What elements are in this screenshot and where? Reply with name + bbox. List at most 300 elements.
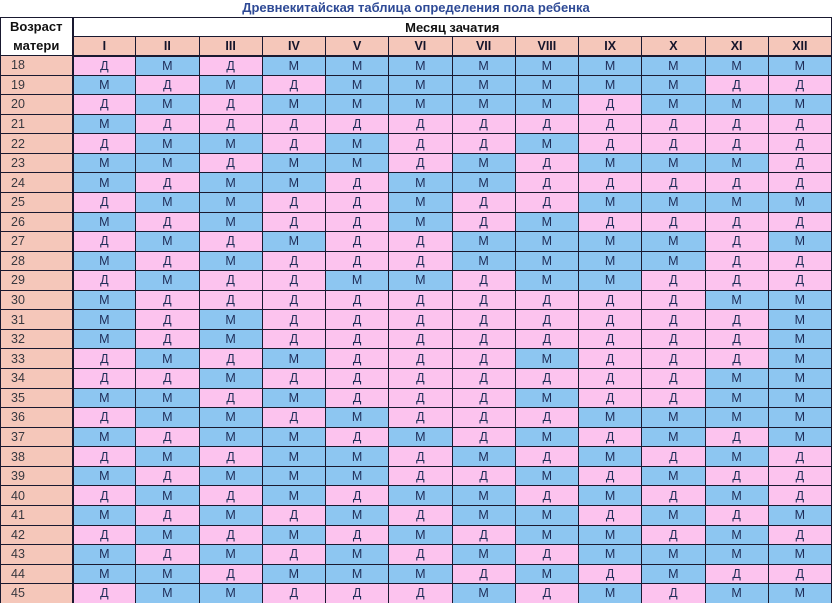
gender-cell-girl: Д — [389, 369, 452, 389]
age-cell: 27 — [1, 232, 73, 252]
gender-cell-boy: М — [768, 505, 831, 525]
gender-cell-boy: М — [768, 192, 831, 212]
gender-cell-girl: Д — [262, 192, 325, 212]
gender-cell-girl: Д — [515, 545, 578, 565]
gender-cell-boy: М — [389, 486, 452, 506]
gender-cell-boy: М — [199, 251, 262, 271]
gender-cell-girl: Д — [262, 290, 325, 310]
gender-cell-boy: М — [73, 329, 136, 349]
gender-cell-boy: М — [452, 584, 515, 603]
table-body — [1, 56, 832, 603]
gender-cell-girl: Д — [73, 56, 136, 76]
gender-cell-girl: Д — [705, 271, 768, 291]
gender-cell-boy: М — [515, 75, 578, 95]
gender-cell-girl: Д — [326, 290, 389, 310]
gender-cell-girl: Д — [515, 584, 578, 603]
gender-cell-boy: М — [579, 56, 642, 76]
table-row — [1, 505, 832, 525]
table-row — [1, 271, 832, 291]
gender-cell-boy: М — [579, 525, 642, 545]
gender-cell-boy: М — [705, 545, 768, 565]
gender-cell-boy: М — [136, 349, 199, 369]
gender-cell-boy: М — [515, 95, 578, 115]
gender-cell-girl: Д — [642, 329, 705, 349]
gender-cell-boy: М — [326, 134, 389, 154]
gender-cell-girl: Д — [73, 525, 136, 545]
gender-cell-girl: Д — [768, 153, 831, 173]
gender-cell-boy: М — [579, 192, 642, 212]
gender-cell-boy: М — [73, 427, 136, 447]
gender-cell-girl: Д — [73, 192, 136, 212]
gender-cell-girl: Д — [199, 447, 262, 467]
gender-cell-girl: Д — [515, 408, 578, 428]
gender-cell-girl: Д — [515, 329, 578, 349]
gender-cell-girl: Д — [705, 75, 768, 95]
gender-cell-boy: М — [452, 75, 515, 95]
gender-cell-girl: Д — [705, 134, 768, 154]
gender-cell-girl: Д — [199, 56, 262, 76]
gender-cell-boy: М — [642, 427, 705, 447]
gender-cell-boy: М — [199, 310, 262, 330]
gender-cell-girl: Д — [579, 212, 642, 232]
age-cell: 19 — [1, 75, 73, 95]
gender-cell-boy: М — [73, 310, 136, 330]
gender-cell-girl: Д — [768, 212, 831, 232]
gender-cell-boy: М — [515, 349, 578, 369]
gender-cell-girl: Д — [136, 466, 199, 486]
conception-month-header: Месяц зачатия — [73, 18, 832, 37]
table-row — [1, 173, 832, 193]
gender-cell-boy: М — [452, 545, 515, 565]
gender-cell-girl: Д — [642, 486, 705, 506]
gender-cell-boy: М — [199, 134, 262, 154]
age-cell: 26 — [1, 212, 73, 232]
gender-cell-boy: М — [199, 545, 262, 565]
gender-cell-boy: М — [136, 134, 199, 154]
gender-cell-girl: Д — [326, 329, 389, 349]
gender-cell-girl: Д — [705, 232, 768, 252]
gender-cell-girl: Д — [73, 271, 136, 291]
gender-cell-boy: М — [262, 349, 325, 369]
age-cell: 45 — [1, 584, 73, 603]
month-column-header: IV — [262, 37, 325, 56]
gender-cell-girl: Д — [642, 310, 705, 330]
gender-cell-boy: М — [515, 466, 578, 486]
gender-cell-boy: М — [768, 56, 831, 76]
age-header-line1: Возраст — [10, 19, 63, 35]
gender-cell-girl: Д — [389, 290, 452, 310]
gender-cell-girl: Д — [136, 427, 199, 447]
gender-cell-girl: Д — [705, 251, 768, 271]
gender-cell-boy: М — [136, 56, 199, 76]
table-row — [1, 153, 832, 173]
gender-cell-girl: Д — [262, 134, 325, 154]
gender-cell-boy: М — [705, 447, 768, 467]
gender-cell-girl: Д — [642, 447, 705, 467]
gender-cell-boy: М — [389, 271, 452, 291]
table-row — [1, 114, 832, 134]
gender-cell-girl: Д — [199, 349, 262, 369]
gender-cell-boy: М — [515, 56, 578, 76]
gender-cell-boy: М — [389, 525, 452, 545]
gender-cell-boy: М — [199, 584, 262, 603]
gender-cell-boy: М — [136, 584, 199, 603]
age-cell: 41 — [1, 505, 73, 525]
gender-cell-boy: М — [515, 134, 578, 154]
table-row — [1, 56, 832, 76]
gender-cell-girl: Д — [326, 486, 389, 506]
gender-cell-boy: М — [642, 95, 705, 115]
age-cell: 31 — [1, 310, 73, 330]
gender-cell-boy: М — [199, 505, 262, 525]
gender-cell-boy: М — [515, 505, 578, 525]
gender-cell-girl: Д — [199, 153, 262, 173]
gender-cell-girl: Д — [326, 192, 389, 212]
gender-cell-boy: М — [73, 173, 136, 193]
gender-cell-boy: М — [73, 153, 136, 173]
gender-cell-boy: М — [73, 388, 136, 408]
header-row-months — [1, 37, 832, 56]
gender-cell-girl: Д — [642, 388, 705, 408]
gender-cell-girl: Д — [136, 212, 199, 232]
gender-cell-boy: М — [515, 564, 578, 584]
table-row — [1, 408, 832, 428]
gender-cell-girl: Д — [389, 584, 452, 603]
gender-cell-girl: Д — [389, 466, 452, 486]
gender-cell-girl: Д — [705, 114, 768, 134]
gender-cell-boy: М — [705, 408, 768, 428]
gender-cell-boy: М — [199, 329, 262, 349]
gender-cell-boy: М — [199, 75, 262, 95]
gender-cell-boy: М — [326, 408, 389, 428]
month-column-header: XII — [768, 37, 831, 56]
age-cell: 38 — [1, 447, 73, 467]
gender-cell-girl: Д — [642, 525, 705, 545]
gender-cell-boy: М — [136, 447, 199, 467]
gender-cell-girl: Д — [199, 271, 262, 291]
gender-cell-girl: Д — [452, 408, 515, 428]
gender-cell-boy: М — [515, 388, 578, 408]
gender-cell-boy: М — [642, 505, 705, 525]
gender-cell-girl: Д — [73, 584, 136, 603]
gender-cell-boy: М — [705, 192, 768, 212]
gender-cell-girl: Д — [326, 525, 389, 545]
gender-cell-girl: Д — [326, 310, 389, 330]
gender-cell-girl: Д — [326, 212, 389, 232]
age-cell: 42 — [1, 525, 73, 545]
gender-cell-boy: М — [199, 212, 262, 232]
table-row — [1, 427, 832, 447]
gender-cell-girl: Д — [579, 95, 642, 115]
gender-cell-boy: М — [452, 505, 515, 525]
gender-cell-girl: Д — [579, 466, 642, 486]
gender-cell-girl: Д — [515, 290, 578, 310]
gender-cell-boy: М — [579, 545, 642, 565]
gender-cell-girl: Д — [326, 427, 389, 447]
gender-cell-girl: Д — [136, 114, 199, 134]
age-cell: 21 — [1, 114, 73, 134]
gender-cell-boy: М — [326, 564, 389, 584]
gender-cell-boy: М — [199, 369, 262, 389]
gender-cell-girl: Д — [136, 173, 199, 193]
gender-cell-girl: Д — [705, 505, 768, 525]
gender-cell-girl: Д — [389, 349, 452, 369]
header-row-top — [1, 18, 832, 37]
age-cell: 34 — [1, 369, 73, 389]
gender-cell-girl: Д — [326, 251, 389, 271]
gender-cell-girl: Д — [326, 388, 389, 408]
gender-cell-girl: Д — [199, 564, 262, 584]
gender-cell-girl: Д — [73, 134, 136, 154]
gender-cell-boy: М — [642, 153, 705, 173]
table-row — [1, 525, 832, 545]
gender-cell-girl: Д — [136, 75, 199, 95]
gender-cell-girl: Д — [579, 388, 642, 408]
gender-cell-boy: М — [768, 427, 831, 447]
gender-cell-boy: М — [705, 95, 768, 115]
gender-cell-girl: Д — [452, 427, 515, 447]
gender-cell-boy: М — [73, 564, 136, 584]
gender-cell-girl: Д — [262, 310, 325, 330]
gender-cell-boy: М — [262, 232, 325, 252]
gender-cell-boy: М — [642, 56, 705, 76]
age-cell: 23 — [1, 153, 73, 173]
gender-cell-boy: М — [262, 95, 325, 115]
gender-cell-boy: М — [768, 310, 831, 330]
gender-cell-girl: Д — [389, 388, 452, 408]
gender-cell-boy: М — [326, 56, 389, 76]
gender-cell-boy: М — [73, 114, 136, 134]
gender-cell-boy: М — [199, 408, 262, 428]
gender-cell-boy: М — [136, 486, 199, 506]
gender-cell-girl: Д — [768, 466, 831, 486]
table-row — [1, 564, 832, 584]
gender-cell-girl: Д — [579, 134, 642, 154]
gender-cell-boy: М — [515, 271, 578, 291]
gender-cell-boy: М — [579, 408, 642, 428]
gender-cell-girl: Д — [452, 310, 515, 330]
gender-cell-boy: М — [389, 564, 452, 584]
gender-cell-girl: Д — [262, 369, 325, 389]
gender-cell-girl: Д — [199, 232, 262, 252]
gender-cell-girl: Д — [768, 251, 831, 271]
gender-cell-boy: М — [768, 349, 831, 369]
gender-cell-girl: Д — [389, 114, 452, 134]
gender-cell-girl: Д — [262, 505, 325, 525]
table-row — [1, 545, 832, 565]
gender-cell-boy: М — [136, 192, 199, 212]
gender-cell-girl: Д — [389, 134, 452, 154]
gender-cell-boy: М — [642, 251, 705, 271]
gender-cell-girl: Д — [262, 584, 325, 603]
gender-cell-girl: Д — [262, 271, 325, 291]
gender-cell-girl: Д — [199, 114, 262, 134]
age-cell: 40 — [1, 486, 73, 506]
gender-cell-boy: М — [705, 388, 768, 408]
gender-cell-boy: М — [326, 466, 389, 486]
age-cell: 44 — [1, 564, 73, 584]
month-column-header: III — [199, 37, 262, 56]
gender-cell-girl: Д — [768, 525, 831, 545]
table-row — [1, 232, 832, 252]
gender-cell-girl: Д — [389, 310, 452, 330]
gender-cell-boy: М — [136, 271, 199, 291]
month-column-header: VII — [452, 37, 515, 56]
gender-cell-girl: Д — [642, 369, 705, 389]
gender-cell-boy: М — [262, 447, 325, 467]
gender-cell-girl: Д — [768, 75, 831, 95]
age-cell: 24 — [1, 173, 73, 193]
gender-cell-girl: Д — [452, 525, 515, 545]
gender-cell-boy: М — [262, 56, 325, 76]
gender-cell-girl: Д — [326, 173, 389, 193]
table-row — [1, 251, 832, 271]
gender-cell-boy: М — [262, 564, 325, 584]
table-header — [1, 18, 832, 56]
gender-cell-girl: Д — [579, 427, 642, 447]
month-column-header: V — [326, 37, 389, 56]
gender-cell-girl: Д — [136, 369, 199, 389]
gender-cell-boy: М — [262, 173, 325, 193]
gender-cell-boy: М — [642, 564, 705, 584]
gender-cell-girl: Д — [452, 388, 515, 408]
gender-cell-girl: Д — [579, 564, 642, 584]
table-row — [1, 447, 832, 467]
gender-cell-boy: М — [768, 545, 831, 565]
gender-cell-girl: Д — [515, 447, 578, 467]
gender-cell-boy: М — [768, 369, 831, 389]
age-cell: 28 — [1, 251, 73, 271]
gender-cell-girl: Д — [642, 114, 705, 134]
gender-cell-boy: М — [579, 153, 642, 173]
gender-cell-girl: Д — [452, 290, 515, 310]
gender-cell-boy: М — [705, 153, 768, 173]
page-title: Древнекитайская таблица определения пола ребенка — [242, 0, 590, 15]
gender-cell-girl: Д — [768, 114, 831, 134]
gender-cell-girl: Д — [515, 486, 578, 506]
gender-cell-boy: М — [768, 584, 831, 603]
table-row — [1, 369, 832, 389]
gender-cell-girl: Д — [262, 75, 325, 95]
gender-cell-girl: Д — [73, 349, 136, 369]
age-cell: 22 — [1, 134, 73, 154]
gender-cell-boy: М — [452, 232, 515, 252]
gender-cell-boy: М — [768, 408, 831, 428]
gender-cell-girl: Д — [452, 466, 515, 486]
age-cell: 33 — [1, 349, 73, 369]
gender-cell-boy: М — [768, 388, 831, 408]
gender-cell-girl: Д — [136, 329, 199, 349]
gender-cell-girl: Д — [642, 584, 705, 603]
gender-cell-girl: Д — [389, 251, 452, 271]
gender-cell-boy: М — [705, 584, 768, 603]
gender-cell-boy: М — [642, 232, 705, 252]
gender-cell-boy: М — [326, 95, 389, 115]
age-cell: 37 — [1, 427, 73, 447]
gender-cell-girl: Д — [73, 408, 136, 428]
gender-cell-boy: М — [262, 153, 325, 173]
gender-cell-girl: Д — [579, 329, 642, 349]
gender-cell-girl: Д — [705, 466, 768, 486]
gender-cell-boy: М — [768, 329, 831, 349]
gender-cell-boy: М — [642, 408, 705, 428]
age-cell: 18 — [1, 56, 73, 76]
gender-cell-girl: Д — [515, 153, 578, 173]
gender-cell-girl: Д — [515, 369, 578, 389]
table-row — [1, 310, 832, 330]
gender-cell-boy: М — [326, 505, 389, 525]
gender-cell-girl: Д — [262, 329, 325, 349]
gender-cell-boy: М — [579, 486, 642, 506]
gender-cell-girl: Д — [705, 212, 768, 232]
gender-cell-girl: Д — [642, 271, 705, 291]
gender-cell-girl: Д — [136, 251, 199, 271]
gender-cell-boy: М — [452, 251, 515, 271]
table-row — [1, 466, 832, 486]
gender-cell-girl: Д — [262, 114, 325, 134]
gender-cell-girl: Д — [73, 369, 136, 389]
gender-table — [0, 17, 832, 603]
gender-cell-boy: М — [579, 271, 642, 291]
gender-cell-boy: М — [389, 212, 452, 232]
gender-cell-girl: Д — [579, 349, 642, 369]
gender-cell-boy: М — [452, 447, 515, 467]
gender-cell-boy: М — [768, 232, 831, 252]
gender-cell-girl: Д — [326, 349, 389, 369]
gender-cell-girl: Д — [452, 212, 515, 232]
gender-cell-girl: Д — [199, 388, 262, 408]
gender-cell-boy: М — [389, 192, 452, 212]
gender-cell-girl: Д — [326, 232, 389, 252]
age-cell: 35 — [1, 388, 73, 408]
gender-cell-girl: Д — [515, 173, 578, 193]
gender-cell-boy: М — [515, 251, 578, 271]
gender-cell-boy: М — [579, 447, 642, 467]
gender-cell-girl: Д — [389, 329, 452, 349]
gender-cell-girl: Д — [199, 290, 262, 310]
gender-cell-girl: Д — [705, 310, 768, 330]
gender-cell-girl: Д — [579, 369, 642, 389]
month-column-header: X — [642, 37, 705, 56]
gender-cell-girl: Д — [73, 486, 136, 506]
gender-cell-girl: Д — [579, 505, 642, 525]
gender-cell-boy: М — [452, 56, 515, 76]
gender-cell-boy: М — [389, 427, 452, 447]
gender-cell-boy: М — [326, 271, 389, 291]
gender-cell-boy: М — [452, 173, 515, 193]
gender-cell-boy: М — [515, 427, 578, 447]
gender-cell-girl: Д — [705, 329, 768, 349]
gender-cell-boy: М — [326, 447, 389, 467]
gender-cell-girl: Д — [452, 271, 515, 291]
gender-cell-boy: М — [642, 545, 705, 565]
gender-cell-boy: М — [705, 525, 768, 545]
gender-cell-boy: М — [199, 192, 262, 212]
gender-cell-girl: Д — [326, 114, 389, 134]
gender-cell-girl: Д — [326, 369, 389, 389]
age-cell: 20 — [1, 95, 73, 115]
gender-cell-girl: Д — [389, 232, 452, 252]
gender-cell-boy: М — [579, 584, 642, 603]
gender-cell-boy: М — [136, 525, 199, 545]
gender-cell-boy: М — [452, 95, 515, 115]
gender-cell-boy: М — [73, 466, 136, 486]
table-row — [1, 584, 832, 603]
gender-cell-boy: М — [73, 505, 136, 525]
table-row — [1, 95, 832, 115]
gender-cell-girl: Д — [326, 584, 389, 603]
gender-cell-boy: М — [768, 290, 831, 310]
